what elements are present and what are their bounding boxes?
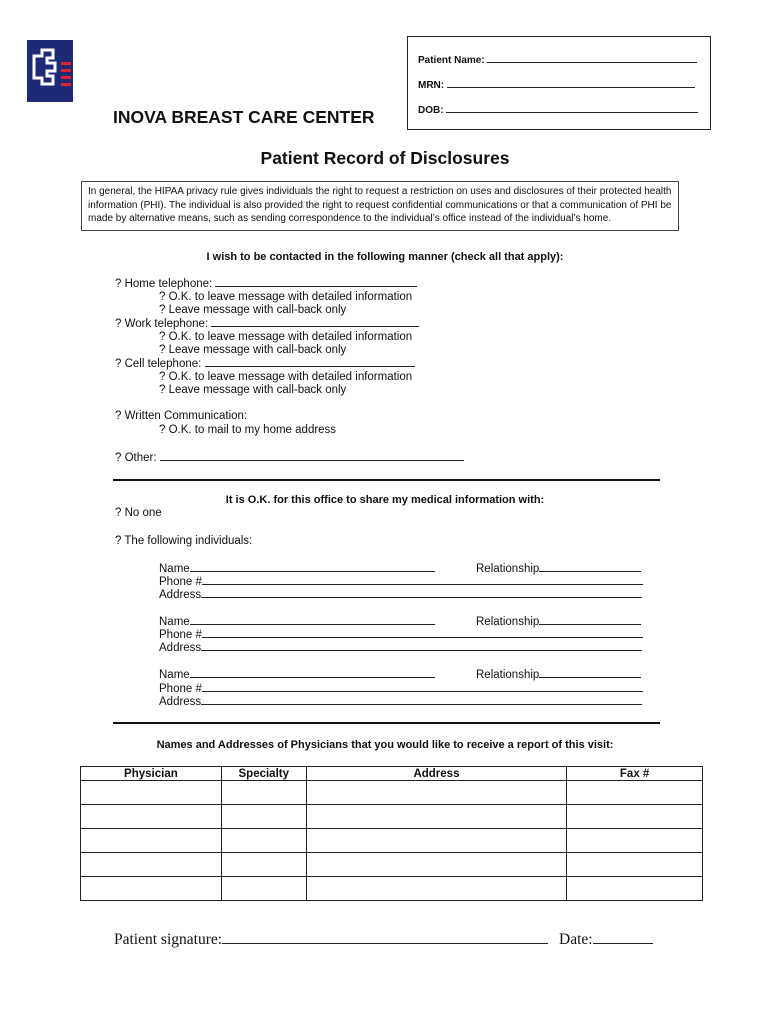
name-field[interactable]	[190, 615, 435, 625]
signature-field[interactable]	[222, 929, 548, 944]
physicians-table	[80, 766, 703, 901]
checkbox[interactable]: ?	[159, 424, 166, 436]
table-header-row	[81, 767, 703, 781]
table-cell[interactable]	[306, 853, 567, 877]
column-header-fax: Fax #	[567, 767, 703, 781]
checkbox[interactable]: ?	[115, 507, 122, 519]
cell-callback-option[interactable]: ? Leave message with call-back only	[159, 384, 347, 396]
home-callback-option[interactable]: ? Leave message with call-back only	[159, 304, 347, 316]
patient-name-label: Patient Name:	[418, 55, 485, 66]
checkbox[interactable]: ?	[159, 331, 166, 343]
table-cell[interactable]	[567, 781, 703, 805]
individual-1-name[interactable]: Name	[159, 562, 435, 575]
table-cell[interactable]	[306, 829, 567, 853]
table-cell[interactable]	[567, 877, 703, 901]
following-individuals-option[interactable]: ? The following individuals:	[115, 535, 253, 547]
checkbox[interactable]: ?	[159, 291, 166, 303]
column-header-physician: Physician	[81, 767, 222, 781]
other-option[interactable]: ? Other:	[115, 451, 464, 464]
address-field[interactable]	[201, 588, 642, 598]
individual-3-phone[interactable]: Phone #	[159, 682, 643, 695]
individual-2-phone[interactable]: Phone #	[159, 628, 643, 641]
individual-2-address[interactable]: Address	[159, 641, 642, 654]
mrn-label: MRN:	[418, 80, 445, 91]
work-telephone-field[interactable]	[211, 317, 419, 327]
cell-telephone-option[interactable]: ? Cell telephone:	[115, 357, 415, 370]
checkbox[interactable]: ?	[159, 304, 166, 316]
dob-field[interactable]	[446, 103, 698, 113]
section-divider	[113, 722, 660, 724]
table-row	[81, 781, 703, 805]
table-cell[interactable]	[81, 853, 222, 877]
physicians-heading: Names and Addresses of Physicians that you would like to receive a report of this visit:	[156, 739, 614, 751]
patient-signature[interactable]: Patient signature:	[114, 929, 548, 949]
page-title: Patient Record of Disclosures	[260, 148, 510, 168]
table-cell[interactable]	[306, 877, 567, 901]
checkbox[interactable]: ?	[115, 452, 122, 464]
column-header-specialty: Specialty	[221, 767, 306, 781]
checkbox[interactable]: ?	[115, 358, 122, 370]
relationship-field[interactable]	[539, 668, 641, 678]
cell-telephone-field[interactable]	[205, 357, 415, 367]
address-field[interactable]	[201, 695, 642, 705]
checkbox[interactable]: ?	[115, 278, 122, 290]
checkbox[interactable]: ?	[115, 535, 122, 547]
table-cell[interactable]	[81, 877, 222, 901]
work-telephone-option[interactable]: ? Work telephone:	[115, 317, 419, 330]
signature-date[interactable]: Date:	[559, 929, 653, 949]
center-name: INOVA BREAST CARE CENTER	[113, 107, 375, 127]
table-cell[interactable]	[306, 781, 567, 805]
section-divider	[113, 479, 660, 481]
table-row	[81, 805, 703, 829]
intro-text: In general, the HIPAA privacy rule gives individuals the right to request a restriction on uses and disclosures of their protected health information (PHI). The individual is also provided the right to request confidential communications or that a communication of PHI be made by alternative means, such as sending correspondence to the individual’s office instead of the individual’s home.	[81, 181, 679, 231]
phone-field[interactable]	[202, 628, 643, 638]
checkbox[interactable]: ?	[115, 410, 122, 422]
checkbox[interactable]: ?	[115, 318, 122, 330]
individual-1-address[interactable]: Address	[159, 588, 642, 601]
table-cell[interactable]	[221, 829, 306, 853]
date-field[interactable]	[593, 929, 653, 944]
share-heading: It is O.K. for this office to share my medical information with:	[225, 494, 545, 506]
table-row	[81, 853, 703, 877]
table-row	[81, 877, 703, 901]
table-cell[interactable]	[221, 853, 306, 877]
table-cell[interactable]	[221, 805, 306, 829]
checkbox[interactable]: ?	[159, 371, 166, 383]
dob-label: DOB:	[418, 105, 444, 116]
work-detailed-option[interactable]: ? O.K. to leave message with detailed information	[159, 331, 413, 343]
name-field[interactable]	[190, 668, 435, 678]
checkbox[interactable]: ?	[159, 384, 166, 396]
patient-name-field[interactable]	[487, 53, 697, 63]
contact-heading: I wish to be contacted in the following manner (check all that apply):	[206, 251, 564, 263]
phone-field[interactable]	[202, 682, 643, 692]
table-cell[interactable]	[221, 877, 306, 901]
individual-2-name[interactable]: Name	[159, 615, 435, 628]
checkbox[interactable]: ?	[159, 344, 166, 356]
work-callback-option[interactable]: ? Leave message with call-back only	[159, 344, 347, 356]
home-telephone-field[interactable]	[215, 277, 417, 287]
table-cell[interactable]	[306, 805, 567, 829]
individual-2-relationship[interactable]: Relationship	[476, 615, 641, 628]
individual-1-relationship[interactable]: Relationship	[476, 562, 641, 575]
phone-field[interactable]	[202, 575, 643, 585]
inova-logo	[27, 40, 73, 102]
home-detailed-option[interactable]: ? O.K. to leave message with detailed information	[159, 291, 413, 303]
written-communication-option[interactable]: ? Written Communication:	[115, 410, 248, 422]
table-cell[interactable]	[81, 805, 222, 829]
column-header-address: Address	[306, 767, 567, 781]
table-cell[interactable]	[81, 781, 222, 805]
individual-3-address[interactable]: Address	[159, 695, 642, 708]
table-cell[interactable]	[567, 853, 703, 877]
individual-3-relationship[interactable]: Relationship	[476, 668, 641, 681]
other-field[interactable]	[160, 451, 464, 461]
table-cell[interactable]	[567, 805, 703, 829]
table-row	[81, 829, 703, 853]
mail-home-option[interactable]: ? O.K. to mail to my home address	[159, 424, 337, 436]
home-telephone-option[interactable]: ? Home telephone:	[115, 277, 417, 290]
mrn-field[interactable]	[447, 78, 695, 88]
individual-1-phone[interactable]: Phone #	[159, 575, 643, 588]
relationship-field[interactable]	[539, 562, 641, 572]
relationship-field[interactable]	[539, 615, 641, 625]
address-field[interactable]	[201, 641, 642, 651]
individual-3-name[interactable]: Name	[159, 668, 435, 681]
table-cell[interactable]	[81, 829, 222, 853]
name-field[interactable]	[190, 562, 435, 572]
table-cell[interactable]	[567, 829, 703, 853]
cell-detailed-option[interactable]: ? O.K. to leave message with detailed information	[159, 371, 413, 383]
table-cell[interactable]	[221, 781, 306, 805]
patient-info-box	[407, 36, 711, 130]
no-one-option[interactable]: ? No one	[115, 507, 162, 519]
